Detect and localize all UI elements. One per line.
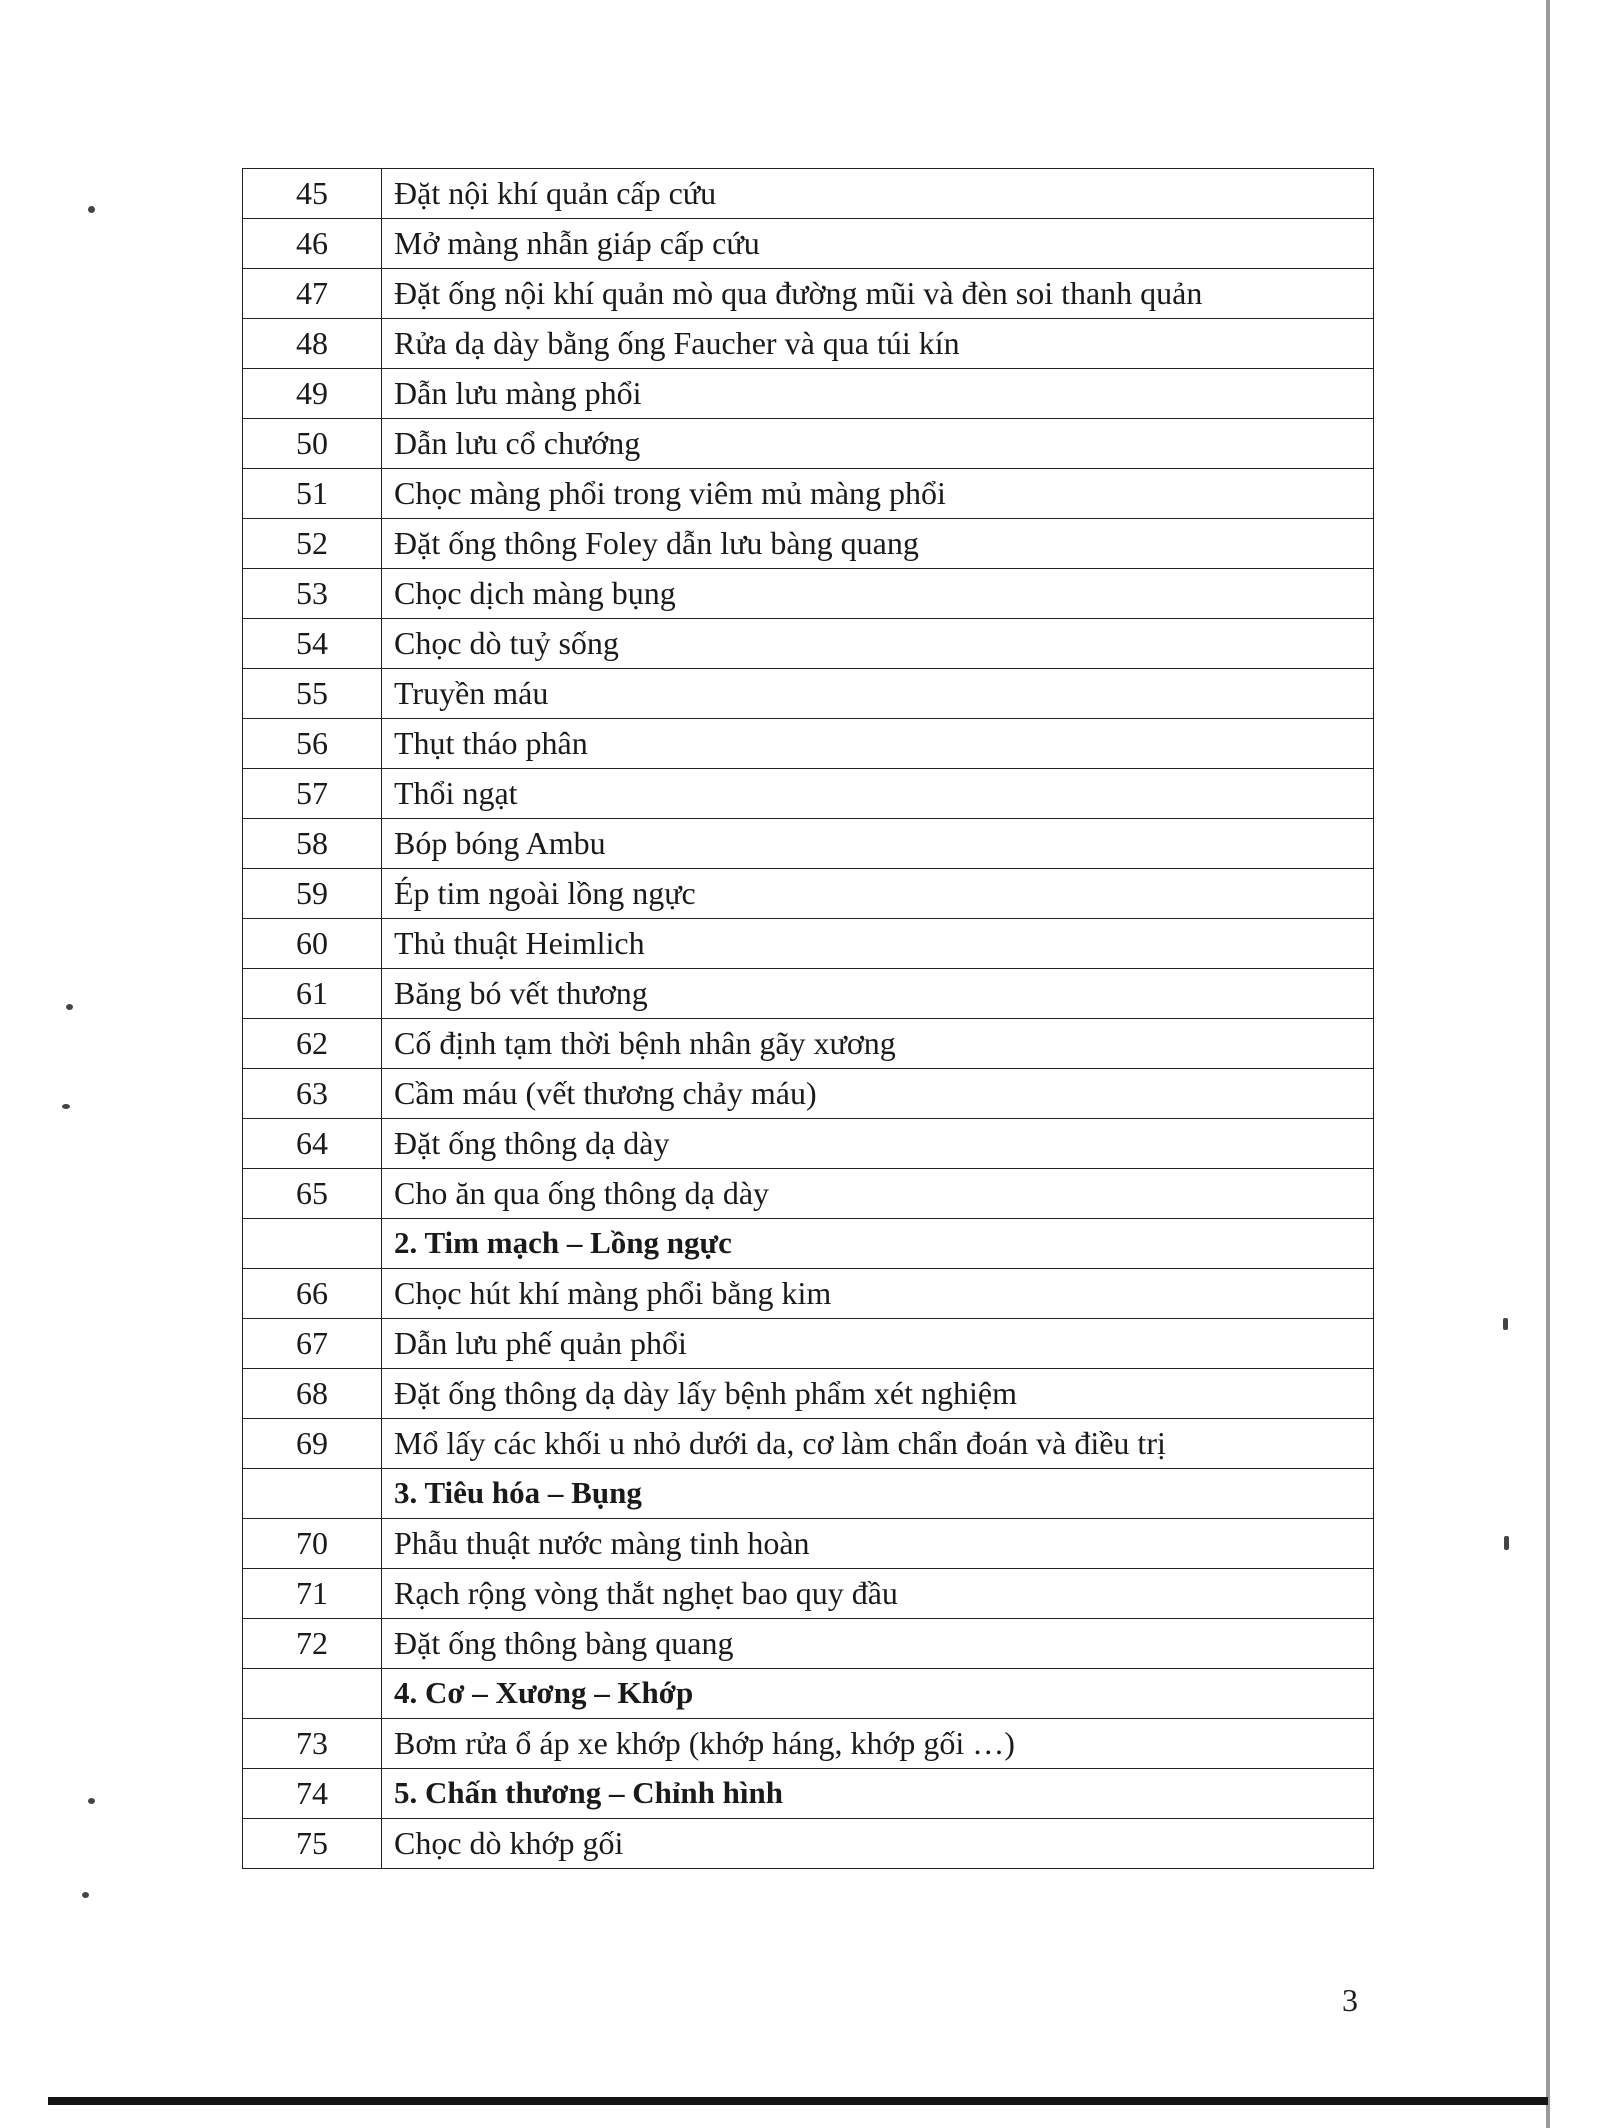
procedure-name: Thổi ngạt <box>382 769 1374 819</box>
table-row <box>243 1269 1374 1319</box>
scan-speck <box>82 1892 89 1898</box>
row-number: 50 <box>243 419 382 469</box>
row-number: 60 <box>243 919 382 969</box>
table-row <box>243 1119 1374 1169</box>
table-row <box>243 919 1374 969</box>
table-row <box>243 469 1374 519</box>
section-heading: 5. Chấn thương – Chỉnh hình <box>382 1769 1374 1819</box>
table-row <box>243 1619 1374 1669</box>
table-section-row <box>243 1769 1374 1819</box>
procedure-name: Đặt nội khí quản cấp cứu <box>382 169 1374 219</box>
row-number: 58 <box>243 819 382 869</box>
table-section-row <box>243 1219 1374 1269</box>
procedure-name: Chọc dò tuỷ sống <box>382 619 1374 669</box>
table-row <box>243 1519 1374 1569</box>
row-number: 69 <box>243 1419 382 1469</box>
procedure-name: Cho ăn qua ống thông dạ dày <box>382 1169 1374 1219</box>
row-number: 74 <box>243 1769 382 1819</box>
section-heading: 4. Cơ – Xương – Khớp <box>382 1669 1374 1719</box>
procedure-name: Chọc hút khí màng phổi bằng kim <box>382 1269 1374 1319</box>
row-number: 49 <box>243 369 382 419</box>
row-number: 66 <box>243 1269 382 1319</box>
table-row <box>243 1419 1374 1469</box>
row-number: 75 <box>243 1819 382 1869</box>
row-number: 71 <box>243 1569 382 1619</box>
procedure-name: Dẫn lưu phế quản phổi <box>382 1319 1374 1369</box>
table-row <box>243 969 1374 1019</box>
procedure-name: Mổ lấy các khối u nhỏ dưới da, cơ làm chẩn đoán và điều trị <box>382 1419 1374 1469</box>
row-number: 67 <box>243 1319 382 1369</box>
procedure-name: Đặt ống nội khí quản mò qua đường mũi và đèn soi thanh quản <box>382 269 1374 319</box>
table-row <box>243 669 1374 719</box>
table-row <box>243 319 1374 369</box>
table-row <box>243 1019 1374 1069</box>
section-heading: 2. Tim mạch – Lồng ngực <box>382 1219 1374 1269</box>
procedure-name: Đặt ống thông dạ dày lấy bệnh phẩm xét nghiệm <box>382 1369 1374 1419</box>
scan-right-edge <box>1546 0 1550 2128</box>
section-heading: 3. Tiêu hóa – Bụng <box>382 1469 1374 1519</box>
row-number: 51 <box>243 469 382 519</box>
row-number: 59 <box>243 869 382 919</box>
row-number: 46 <box>243 219 382 269</box>
row-number: 63 <box>243 1069 382 1119</box>
table-row <box>243 1319 1374 1369</box>
scan-speck <box>62 1104 70 1109</box>
table-row <box>243 1169 1374 1219</box>
table-row <box>243 1569 1374 1619</box>
procedure-table-body <box>243 169 1374 1869</box>
procedure-name: Mở màng nhẫn giáp cấp cứu <box>382 219 1374 269</box>
procedure-name: Chọc màng phổi trong viêm mủ màng phổi <box>382 469 1374 519</box>
page-number: 3 <box>1342 1982 1358 2018</box>
table-row <box>243 419 1374 469</box>
table-row <box>243 619 1374 669</box>
scan-speck <box>66 1004 73 1010</box>
table-row <box>243 219 1374 269</box>
row-number <box>243 1669 382 1719</box>
table-row <box>243 569 1374 619</box>
table-section-row <box>243 1669 1374 1719</box>
scan-speck <box>1503 1318 1508 1330</box>
row-number: 72 <box>243 1619 382 1669</box>
table-section-row <box>243 1469 1374 1519</box>
row-number: 73 <box>243 1719 382 1769</box>
row-number: 62 <box>243 1019 382 1069</box>
procedure-name: Thủ thuật Heimlich <box>382 919 1374 969</box>
row-number: 55 <box>243 669 382 719</box>
row-number: 48 <box>243 319 382 369</box>
row-number: 65 <box>243 1169 382 1219</box>
scan-speck <box>88 206 95 213</box>
table-row <box>243 369 1374 419</box>
scan-speck <box>88 1798 95 1804</box>
procedure-name: Truyền máu <box>382 669 1374 719</box>
procedure-name: Bơm rửa ổ áp xe khớp (khớp háng, khớp gối …) <box>382 1719 1374 1769</box>
procedure-name: Băng bó vết thương <box>382 969 1374 1019</box>
row-number: 64 <box>243 1119 382 1169</box>
table-row <box>243 1819 1374 1869</box>
row-number: 70 <box>243 1519 382 1569</box>
scan-speck <box>1504 1536 1509 1550</box>
row-number: 61 <box>243 969 382 1019</box>
procedure-name: Cố định tạm thời bệnh nhân gãy xương <box>382 1019 1374 1069</box>
row-number: 57 <box>243 769 382 819</box>
procedure-name: Đặt ống thông bàng quang <box>382 1619 1374 1669</box>
scan-bottom-edge <box>48 2097 1548 2105</box>
procedure-name: Cầm máu (vết thương chảy máu) <box>382 1069 1374 1119</box>
procedure-name: Chọc dò khớp gối <box>382 1819 1374 1869</box>
procedure-name: Thụt tháo phân <box>382 719 1374 769</box>
table-row <box>243 519 1374 569</box>
procedure-name: Đặt ống thông dạ dày <box>382 1119 1374 1169</box>
table-row <box>243 769 1374 819</box>
procedure-name: Chọc dịch màng bụng <box>382 569 1374 619</box>
procedure-name: Bóp bóng Ambu <box>382 819 1374 869</box>
table-row <box>243 269 1374 319</box>
procedure-name: Rạch rộng vòng thắt nghẹt bao quy đầu <box>382 1569 1374 1619</box>
row-number: 47 <box>243 269 382 319</box>
row-number: 54 <box>243 619 382 669</box>
procedure-name: Dẫn lưu màng phổi <box>382 369 1374 419</box>
procedure-table <box>242 168 1374 1869</box>
table-row <box>243 1369 1374 1419</box>
row-number: 68 <box>243 1369 382 1419</box>
table-row <box>243 169 1374 219</box>
procedure-name: Ép tim ngoài lồng ngực <box>382 869 1374 919</box>
table-row <box>243 719 1374 769</box>
row-number: 52 <box>243 519 382 569</box>
procedure-name: Phẫu thuật nước màng tinh hoàn <box>382 1519 1374 1569</box>
row-number: 56 <box>243 719 382 769</box>
row-number <box>243 1469 382 1519</box>
procedure-name: Rửa dạ dày bằng ống Faucher và qua túi kín <box>382 319 1374 369</box>
procedure-name: Đặt ống thông Foley dẫn lưu bàng quang <box>382 519 1374 569</box>
row-number: 53 <box>243 569 382 619</box>
table-row <box>243 1069 1374 1119</box>
row-number <box>243 1219 382 1269</box>
row-number: 45 <box>243 169 382 219</box>
table-row <box>243 869 1374 919</box>
table-row <box>243 819 1374 869</box>
procedure-name: Dẫn lưu cổ chướng <box>382 419 1374 469</box>
table-row <box>243 1719 1374 1769</box>
